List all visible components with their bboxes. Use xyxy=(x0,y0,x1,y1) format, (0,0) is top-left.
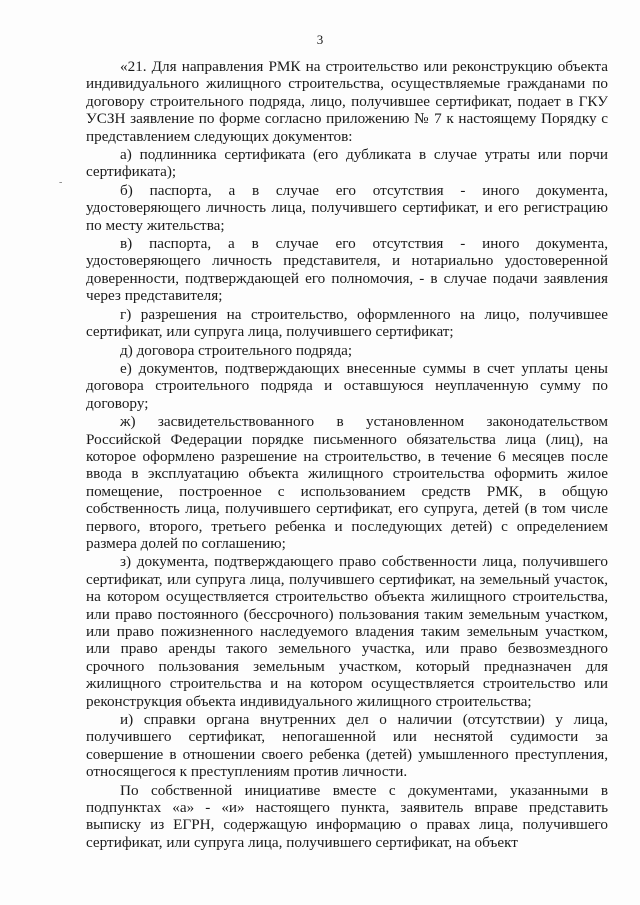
paragraph-item-z: з) документа, подтверждающего право собственности лица, получившего сертификат, или супруга лица, получившего сертификат, на земельный участок, на котором осуществляется строительство объекта жилищного строительства, или право постоянного (бессрочного) пользования таким земельным участком, или право пожизненного наследуемого владения таким земельным участком, или право аренды такого земельного участка, или право безвозмездного срочного пользования земельным участком, который предназначен для жилищного строительства и на котором осуществляется строительство или реконструкция объекта индивидуального жилищного строительства; xyxy=(86,553,608,710)
paragraph-item-d: д) договора строительного подряда; xyxy=(120,341,353,359)
paragraph-item-a: а) подлинника сертификата (его дубликата в случае утраты или порчи сертификата); xyxy=(86,146,608,181)
paragraph-item-b: б) паспорта, а в случае его отсутствия - иного документа, удостоверяющего личность лица, получившего сертификат, и его регистрацию по месту жительства; xyxy=(86,181,608,234)
paragraph-21-intro: «21. Для направления РМК на строительство или реконструкцию объекта индивидуального жилищного строительства, осуществляемые гражданами по договору строительного подряда, лицо, получившее сертификат, подает в ГКУ УСЗН заявление по форме согласно приложению № 7 к настоящему Порядку с представлением следующих документов: xyxy=(86,58,608,145)
page-number: 3 xyxy=(316,32,324,47)
paragraph-own-initiative: По собственной инициативе вместе с документами, указанными в подпунктах «а» - «и» настоящего пункта, заявитель вправе представить выписку из ЕГРН, содержащую информацию о правах лица, получившего сертификат, или супруга лица, получившего сертификат, на объект xyxy=(86,781,608,851)
document-body xyxy=(86,58,608,851)
paragraph-item-zh: ж) засвидетельствованного в установленном законодательством Российской Федерации порядке письменного обязательства лица (лиц), на которое оформлено разрешение на строительство, в течение 6 месяцев после ввода в эксплуатацию объекта жилищного строительства оформить жилое помещение, построенное с использованием средств РМК, в общую собственность лица, получившего сертификат, его супруга, детей (в том числе первого, второго, третьего ребенка и последующих детей) с определением размера долей по соглашению; xyxy=(86,413,608,552)
paragraph-item-g: г) разрешения на строительство, оформленного на лицо, получившее сертификат, или супруга лица, получившего сертификат; xyxy=(86,305,608,341)
paragraph-item-e: е) документов, подтверждающих внесенные суммы в счет уплаты цены договора строительного подряда и оставшуюся неуплаченную сумму по договору; xyxy=(86,359,608,412)
paragraph-item-v: в) паспорта, а в случае его отсутствия - иного документа, удостоверяющего личность представителя, и нотариально удостоверенной доверенности, подтверждающей его полномочия, - в случае подачи заявления через представителя; xyxy=(86,235,608,305)
margin-mark: - xyxy=(59,177,63,188)
paragraph-item-i: и) справки органа внутренних дел о наличии (отсутствии) у лица, получившего сертификат, непогашенной или неснятой судимости за совершение в отношении своего ребенка (детей) умышленного преступления, относящегося к преступлениям против личности. xyxy=(86,711,608,781)
